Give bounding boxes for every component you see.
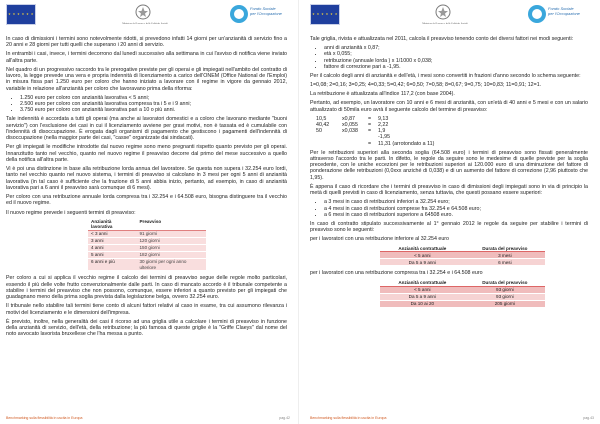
list-item: • 1.250 euro per coloro con anzianità lavorativa < 5 anni; (20, 95, 287, 101)
right-page (304, 0, 594, 424)
list-item: • 3.750 euro per coloro con anzianità lavorativa pari a 10 o più anni. (20, 107, 287, 113)
table-row (380, 252, 545, 259)
table-cell: 93 giorni (465, 286, 545, 293)
partner-logo (528, 3, 582, 25)
table-row (88, 245, 206, 252)
page-footer (310, 416, 594, 420)
table-cell: 30 giorni per ogni anno ulteriore (136, 259, 206, 271)
paragraph: È previsto, inoltre, nella generalità dei casi il ricorso ad una griglia utile a calcolare i termini di preavviso in funzione della anzianità di servizio, dell'età, della retribuzione; la più famosa di queste griglie è la "Griffe Claeys" dal nome del noto avvocato lavorista bruxellese che l'ha messa a punto. (6, 318, 287, 338)
page-number: pag.42 (279, 416, 290, 420)
notice-period-table (88, 219, 206, 272)
table-cell: 4 anni (88, 245, 136, 252)
table-cell: 3 mesi (465, 252, 545, 259)
table-cell: Da 10 ai 20 (380, 300, 465, 307)
page-header (304, 0, 594, 34)
ministry-caption: Ministero del Lavoro e delle Politiche Sociali (122, 22, 168, 25)
italian-republic-emblem-icon (434, 2, 452, 22)
list-item: • 2.500 euro per coloro con anzianità lavorativa compresa tra i 5 e i 9 anni; (20, 101, 287, 107)
paragraph: Il tribunale nello stabilire tali termini tiene conto di alcuni fattori relativi al caso in esame, tra cui assumono rilevanza i motivi del licenziamento e le dimensioni dell'impresa. (6, 303, 287, 316)
list-item: • a 4 mesi in caso di retribuzioni comprese fra 32.254 e 64.508 euro; (324, 206, 588, 212)
partner-name-line1: Fondo Sociale (250, 6, 276, 11)
paragraph: Nel quadro di un progressivo raccordo tra le prerogative previste per gli operai e gli impiegati nell'ambito del contratto di lavoro, la legge prevede una vera e propria indennità di licenziamento a carico dell'ONEM (Office National de l'Emploi) in misura fissa pari 1.250 euro per coloro che hanno iniziato a lavorare con il regime in vigore da gennaio 2012, variabile in relazione all'anzianità per coloro che lavoravano prima della riforma: (6, 66, 287, 92)
paragraph: 1=0,08; 2=0,16; 3=0,25; 4=0,33; 5=0,42; 6=0,50; 7=0,58; 8=0,67; 9=0,75; 10=0,83; 11=0,91; 12=1. (310, 82, 542, 89)
table-row (380, 293, 545, 300)
table-cell: 6 anni e più (88, 259, 136, 271)
table-cell: 120 giorni (136, 238, 206, 245)
paragraph: Per coloro a cui si applica il vecchio regime il calcolo dei termini di preavviso segue delle regole molto particolari, essendo il più delle volte frutto convenzionalmente dalle parti. In caso di mancato accordo è il tribunale competente a stabilire i termini del preavviso che non possono, comunque, essere inferiori a quanto previsto per gli impiegati che guadagnano meno della prima soglia prevista dalla legislazione belga, ovvero 32.254 euro. (6, 275, 287, 301)
table-cell: 6 mesi (465, 259, 545, 266)
footer-title: Benchmarking sulla flessibilità in uscita in Europa (310, 416, 387, 420)
table-header: Anzianità contrattuale (380, 245, 465, 252)
page-header (6, 0, 296, 34)
calc-row: = 11,31 (arrotondato a 11) (368, 140, 435, 147)
calc-row: 50 x0,038 = 1,9 (316, 128, 386, 135)
list-item: • fattore di correzione pari a -1,95. (324, 64, 588, 70)
table-header: Preavviso (136, 219, 206, 231)
paragraph: Per il calcolo degli anni di anzianità e dell'età, i mesi sono convertiti in frazioni d'anno secondo lo schema seguente: (310, 73, 581, 80)
page-number: pag.43 (583, 416, 594, 420)
paragraph: In caso di contratto stipulato successivamente al 1° gennaio 2012 le regole da seguire per stabilire i termini di preavviso sono le seguenti: (310, 220, 588, 234)
bullet-list (310, 199, 588, 218)
notice-table-mid-income (380, 280, 545, 308)
left-body (6, 36, 287, 340)
partner-name-line2: per l'Occupazione (548, 10, 580, 16)
list-item: • retribuzione (annuale lorda ) x 1/1000 x 0,038; (324, 58, 588, 64)
table-row (88, 238, 206, 245)
paragraph: Tale indennità è accordata a tutti gli operai (ma anche ai lavoratori domestici e a coloro che lavorano mediante "buoni servizio") con l'esclusione dei casi in cui il licenziamento avviene per gravi motivi, non è tassata ed è cumulabile con l'indennità di disoccupazione. È erogata dagli organismi di pagamento che gestiscono i pagamenti dell'indennità di disoccupazione (nella maggior parte dei casi, "casse" organizzate dai sindacati). (6, 116, 287, 142)
paragraph: Vi è poi una distinzione in base alla retribuzione lorda annua del lavoratore. Se questa non supera i 32.254 euro lordi, tanto nel vecchio quanto nel nuovo sistema, i termini di preavviso si calcolano in 3 mesi per ogni 5 anni di anzianità lavorativa (in tal caso è sufficiente che la frazione di 5 anni abbia inizio, pertanto, ad esempio, in caso di anzianità lavorativa pari a 6 anni il preavviso sarà comunque di 6 mesi). (6, 166, 287, 192)
ministry-caption: Ministero del Lavoro e delle Politiche Sociali (422, 22, 468, 25)
table-header: Durata del preavviso (465, 280, 545, 287)
table-cell: 3 anni (88, 238, 136, 245)
table-cell: 150 giorni (136, 245, 206, 252)
page-gutter (298, 0, 299, 424)
left-page (6, 0, 296, 424)
table-row (88, 259, 206, 271)
partner-name-line1: Fondo Sociale (548, 6, 574, 11)
calc-row: 40,42 x0,055 = 2,22 (316, 121, 389, 128)
table-row (380, 286, 545, 293)
paragraph: In caso di dimissioni i termini sono notevolmente ridotti, si prevedono infatti 14 giorni per un'anzianità di servizio fino a 20 anni e 28 giorni per tutti quelli che superano i 20 anni di servizio. (6, 36, 287, 49)
table-row (380, 300, 545, 307)
table-title: per i lavoratori con una retribuzione inferiore al 32.254 euro (310, 236, 449, 243)
table-cell: < 5 anni (380, 252, 465, 259)
table-title: per i lavoratori con una retribuzione compresa tra i 32.254 e i 64.508 euro (310, 270, 483, 277)
partner-ring-icon (230, 5, 248, 23)
paragraph: La retribuzione è attualizzata all'indice 117,2 (con base 2004). (310, 91, 455, 98)
eu-flag-logo: ★ ★ ★ ★ ★ ★ (6, 4, 36, 25)
paragraph: Il nuovo regime prevede i seguenti termini di preavviso: (6, 209, 136, 216)
table-header: Anzianità lavorativa (88, 219, 136, 231)
table-row (88, 231, 206, 238)
table-cell: Da 5 a 9 anni (380, 293, 465, 300)
footer-title: Benchmarking sulla flessibilità in uscita in Europa (6, 416, 83, 420)
bullet-list (310, 45, 588, 70)
table-cell: < 3 anni (88, 231, 136, 238)
table-header: Durata del preavviso (465, 245, 545, 252)
table-cell: 205 giorni (465, 300, 545, 307)
table-row (380, 259, 545, 266)
table-cell: Da 5 a 9 anni (380, 259, 465, 266)
right-body (310, 36, 588, 312)
paragraph: Pertanto, ad esempio, un lavoratore con 10 anni e 6 mesi di anzianità, con un'età di 40 anni e 5 mesi e con un salario attualizzato di 50mila euro avrà il seguente calcolo del termine di preavviso: (310, 100, 588, 113)
table-row (88, 252, 206, 259)
calculation-example (316, 116, 588, 147)
eu-flag-logo: ★ ★ ★ ★ ★ ★ (310, 4, 340, 25)
list-item: • anni di anzianità x 0,87; (324, 45, 588, 51)
table-cell: < 5 anni (380, 286, 465, 293)
list-item: • età x 0,055; (324, 51, 588, 57)
paragraph: È appena il caso di ricordare che i termini di preavviso in caso di dimissioni degli impiegati sono in via di principio la metà di quelli previsti in caso di licenziamento, senza tuttavia, che questi possano essere superiori: (310, 183, 588, 197)
table-cell: 182 giorni (136, 252, 206, 259)
table-cell: 93 giorni (465, 293, 545, 300)
bullet-list (6, 95, 287, 114)
paragraph: In entrambi i casi, invece, i termini decorrono dal lunedì successivo alla settimana in cui l'avviso di notifica viene inviato all'altra parte. (6, 51, 287, 64)
calc-row: 10,5 x0,87 = 9,13 (316, 115, 389, 122)
paragraph: Per gli impiegati le modifiche introdotte dal nuovo regime sono meno pregnanti rispetto quanto previsto per gli operai. Innanzitutto tanto nel vecchio, quanto nel nuovo regime il preavviso decorre dal primo del mese successivo a quello della notifica all'altra parte. (6, 144, 287, 164)
list-item: • a 6 mesi in caso di retribuzioni superiore a 64508 euro. (324, 212, 588, 218)
partner-ring-icon (528, 5, 546, 23)
partner-name-line2: per l'Occupazione (250, 10, 282, 16)
calc-row: -1,95 (378, 134, 391, 141)
paragraph: Per le retribuzioni superiori alla seconda soglia (64.508 euro) i termini di preavviso sono fissati generalmente attraverso l'accordo tra le parti. In difetto, le regole da seguire sono le medesime di quelle previste per la soglia precedente, con le uniche eccezioni per le retribuzioni superiori ai 120.000 euro di una diminuzione del fattore di ponderazione delle retribuzioni (0,0xxx anziché di 0,038) e di un aumento del fattore di correzione (2,96 piuttosto che 1,95). (310, 149, 588, 181)
paragraph: Tale griglia, rivista e attualizzata nel 2011, calcola il preavviso tenendo conto dei diversi fattori nei modi seguenti: (310, 36, 574, 42)
paragraph: Per coloro con una retribuzione annuale lorda compresa tra i 32.254 e i 64.508 euro, bisogna distinguere tra il vecchio ed il nuovo regime. (6, 194, 287, 207)
table-cell: 91 giorni (136, 231, 206, 238)
italian-republic-emblem-icon (134, 2, 152, 22)
table-cell: 5 anni (88, 252, 136, 259)
table-header: Anzianità contrattuale (380, 280, 465, 287)
notice-table-low-income (380, 245, 545, 266)
list-item: • a 3 mesi in caso di retribuzioni inferiori a 32.254 euro; (324, 199, 588, 205)
partner-logo (230, 3, 284, 25)
page-footer (6, 416, 290, 420)
